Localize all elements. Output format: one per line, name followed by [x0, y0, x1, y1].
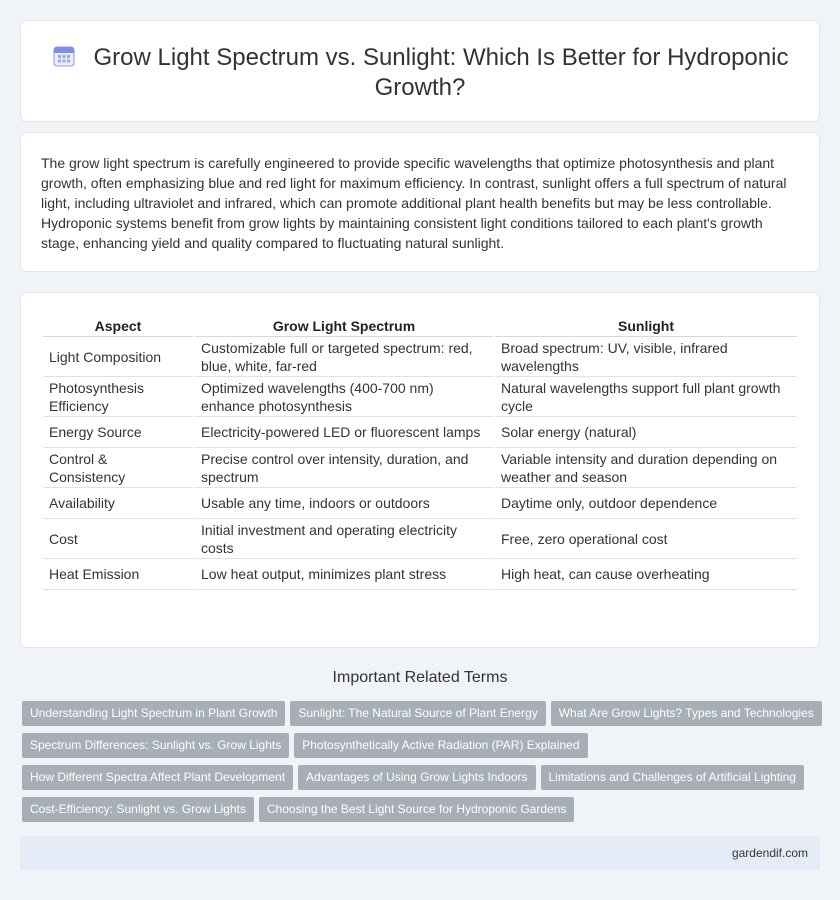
- related-term-tag[interactable]: Choosing the Best Light Source for Hydroponic Gardens: [259, 797, 575, 822]
- row-aspect: Heat Emission: [43, 559, 193, 590]
- table-row: [43, 417, 797, 448]
- table-row: [43, 559, 797, 590]
- row-grow-light: Electricity-powered LED or fluorescent lamps: [195, 417, 493, 448]
- intro-card: [20, 132, 820, 272]
- row-sunlight: Daytime only, outdoor dependence: [495, 488, 797, 519]
- row-sunlight: High heat, can cause overheating: [495, 559, 797, 590]
- page-title-wrap: [51, 43, 789, 103]
- table-header-row: [43, 315, 797, 337]
- header-grow-light: Grow Light Spectrum: [195, 315, 493, 337]
- row-grow-light: Precise control over intensity, duration, and spectrum: [195, 448, 493, 488]
- row-grow-light: Customizable full or targeted spectrum: red, blue, white, far-red: [195, 337, 493, 377]
- row-grow-light: Low heat output, minimizes plant stress: [195, 559, 493, 590]
- row-sunlight: Variable intensity and duration depending on weather and season: [495, 448, 797, 488]
- tag-row: [22, 797, 822, 829]
- header-aspect: Aspect: [43, 315, 193, 337]
- related-term-tag[interactable]: Spectrum Differences: Sunlight vs. Grow Lights: [22, 733, 289, 758]
- header-card: [20, 20, 820, 122]
- row-sunlight: Broad spectrum: UV, visible, infrared wavelengths: [495, 337, 797, 377]
- row-aspect: Availability: [43, 488, 193, 519]
- comparison-card: [20, 292, 820, 648]
- calendar-icon: [52, 44, 76, 68]
- row-aspect: Light Composition: [43, 337, 193, 377]
- intro-paragraph: The grow light spectrum is carefully engineered to provide specific wavelengths that optimize photosynthesis and plant growth, often emphasizing blue and red light for maximum efficiency. In contrast, sunlight offers a full spectrum of natural light, including ultraviolet and infrared, which can promote additional plant health benefits but may be less controllable. Hydroponic systems benefit from grow lights by maintaining consistent light conditions tailored to each plant's growth stage, enhancing yield and quality compared to fluctuating natural sunlight.: [41, 155, 787, 251]
- footer: [20, 836, 820, 870]
- table-row: [43, 337, 797, 377]
- tag-row: [22, 733, 822, 765]
- table-row: [43, 488, 797, 519]
- footer-site-link[interactable]: gardendif.com: [731, 846, 808, 860]
- row-aspect: Control & Consistency: [43, 448, 193, 488]
- related-terms-title: Important Related Terms: [332, 669, 508, 686]
- related-term-tag[interactable]: Sunlight: The Natural Source of Plant Energy: [290, 701, 545, 726]
- related-term-tag[interactable]: Advantages of Using Grow Lights Indoors: [298, 765, 535, 790]
- row-sunlight: Solar energy (natural): [495, 417, 797, 448]
- row-aspect: Cost: [43, 519, 193, 559]
- row-grow-light: Initial investment and operating electricity costs: [195, 519, 493, 559]
- row-grow-light: Usable any time, indoors or outdoors: [195, 488, 493, 519]
- table-row: [43, 519, 797, 559]
- related-term-tag[interactable]: Photosynthetically Active Radiation (PAR) Explained: [294, 733, 587, 758]
- table-row: [43, 377, 797, 417]
- table-row: [43, 448, 797, 488]
- comparison-table: [41, 315, 799, 590]
- row-aspect: Photosynthesis Efficiency: [43, 377, 193, 417]
- header-sunlight: Sunlight: [495, 315, 797, 337]
- related-term-tag[interactable]: How Different Spectra Affect Plant Development: [22, 765, 293, 790]
- row-sunlight: Free, zero operational cost: [495, 519, 797, 559]
- related-term-tag[interactable]: Cost-Efficiency: Sunlight vs. Grow Lights: [22, 797, 254, 822]
- tag-row: [22, 701, 822, 733]
- page-title: Grow Light Spectrum vs. Sunlight: Which Is Better for Hydroponic Growth?: [93, 44, 789, 101]
- row-aspect: Energy Source: [43, 417, 193, 448]
- related-term-tag[interactable]: What Are Grow Lights? Types and Technologies: [551, 701, 822, 726]
- related-term-tag[interactable]: Understanding Light Spectrum in Plant Growth: [22, 701, 285, 726]
- related-term-tag[interactable]: Limitations and Challenges of Artificial Lighting: [541, 765, 804, 790]
- related-terms-list: [22, 701, 822, 829]
- tag-row: [22, 765, 822, 797]
- row-grow-light: Optimized wavelengths (400-700 nm) enhance photosynthesis: [195, 377, 493, 417]
- row-sunlight: Natural wavelengths support full plant growth cycle: [495, 377, 797, 417]
